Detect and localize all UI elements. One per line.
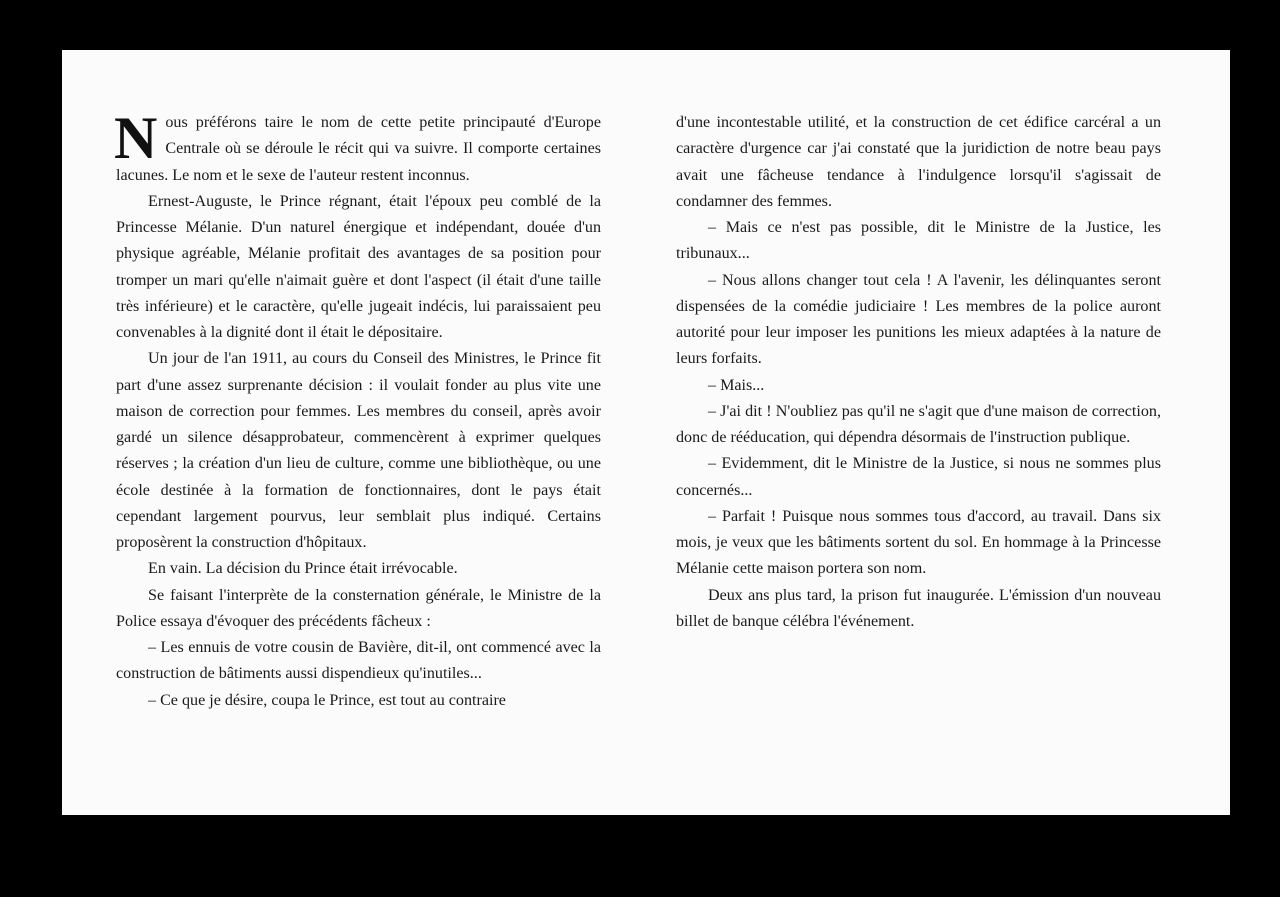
left-column (114, 105, 601, 714)
paragraph-6: – Les ennuis de votre cousin de Bavière, dit-il, ont commencé avec la construction de bâtiments aussi dispendieux qu'inutiles... (116, 639, 601, 683)
paragraph-4: En vain. La décision du Prince était irrévocable. (148, 560, 458, 578)
paragraph-5: Se faisant l'interprète de la consternation générale, le Ministre de la Police essaya d'évoquer des précédents fâcheux : (116, 586, 601, 630)
paragraph-11: – Mais... (708, 376, 765, 394)
paragraph-13: – Evidemment, dit le Ministre de la Justice, si nous ne sommes plus concernés... (676, 455, 1161, 499)
paragraph-15: Deux ans plus tard, la prison fut inaugurée. L'émission d'un nouveau billet de banque célébra l'événement. (676, 586, 1161, 630)
paragraph-1-text: ous préférons taire le nom de cette petite principauté d'Europe Centrale où se déroule le récit qui va suivre. Il comporte certaines lacunes. Le nom et le sexe de l'auteur restent inconnus. (116, 114, 601, 184)
drop-cap: N (114, 105, 158, 171)
book-page (62, 50, 1230, 815)
paragraph-14: – Parfait ! Puisque nous sommes tous d'accord, au travail. Dans six mois, je veux que les bâtiments sortent du sol. En hommage à la Princesse Mélanie cette maison portera son nom. (676, 507, 1161, 578)
paragraph-9: – Mais ce n'est pas possible, dit le Ministre de la Justice, les tribunaux... (676, 219, 1161, 263)
paragraph-1 (114, 105, 601, 189)
paragraph-7: – Ce que je désire, coupa le Prince, est tout au contraire (148, 691, 506, 709)
paragraph-2: Ernest-Auguste, le Prince régnant, était l'époux peu comblé de la Princesse Mélanie. D'un naturel énergique et indépendant, douée d'un physique agréable, Mélanie profitait des avantages de sa position pour tromper un mari qu'elle n'aimait guère et dont l'aspect (il était d'une taille très inférieure) et le caractère, qu'elle jugeait indécis, lui paraissaient peu convenables à la dignité dont il était le dépositaire. (116, 192, 601, 341)
paragraph-10: – Nous allons changer tout cela ! A l'avenir, les délinquantes seront dispensées de la comédie judiciaire ! Les membres de la police auront autorité pour leur imposer les punitions les mieux adaptées à la nature de leurs forfaits. (676, 271, 1161, 368)
right-column (676, 110, 1161, 635)
paragraph-3: Un jour de l'an 1911, au cours du Conseil des Ministres, le Prince fit part d'une assez surprenante décision : il voulait fonder au plus vite une maison de correction pour femmes. Les membres du conseil, après avoir gardé un silence désapprobateur, commencèrent à exprimer quelques réserves ; la création d'un lieu de culture, comme une bibliothèque, ou une école destinée à la formation de fonctionnaires, dont le pays était cependant largement pourvus, leur semblait plus indiqué. Certains proposèrent la construction d'hôpitaux. (116, 350, 601, 551)
paragraph-12: – J'ai dit ! N'oubliez pas qu'il ne s'agit que d'une maison de correction, donc de rééducation, qui dépendra désormais de l'instruction publique. (676, 402, 1161, 446)
paragraph-8: d'une incontestable utilité, et la construction de cet édifice carcéral a un caractère d'urgence car j'ai constaté que la juridiction de notre beau pays avait une fâcheuse tendance à l'indulgence lorsqu'il s'agissait de condamner des femmes. (676, 114, 1161, 210)
